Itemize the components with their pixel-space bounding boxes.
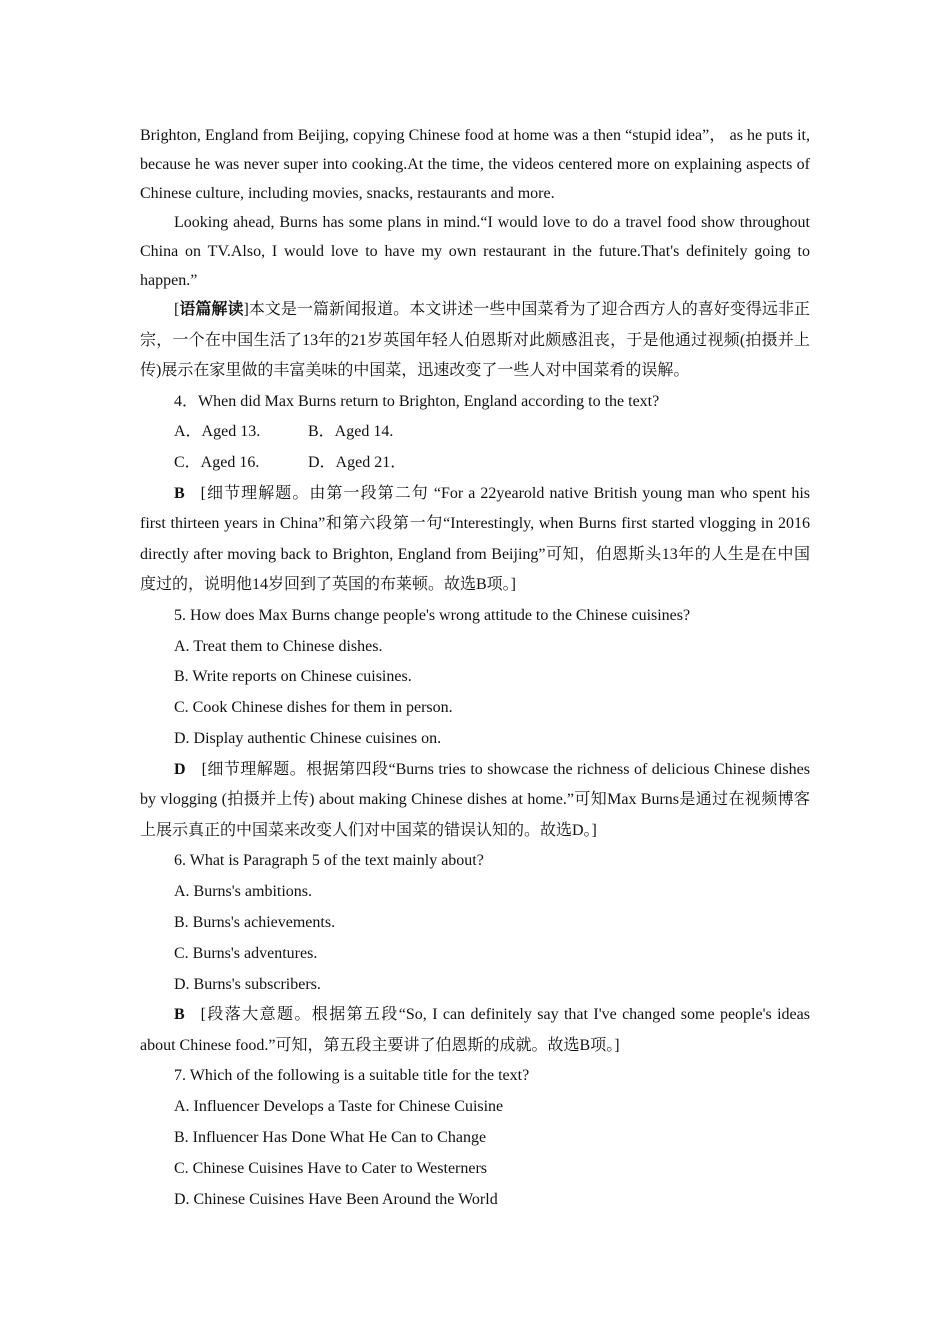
option-row: [140, 417, 810, 448]
option-b: B. Write reports on Chinese cuisines.: [174, 668, 412, 686]
explanation-text: [细节理解题。根据第四段“Burns tries to showcase the richness of delicious Chinese dishes by vlogging (拍摄并上传) about making Chinese dishes at home.”可知Max Burns是通过在视频博客上展示真正的中国菜来改变人们对中国菜的错误认知的。故选D。]: [140, 760, 810, 839]
option-a: A. Influencer Develops a Taste for Chinese Cuisine: [174, 1098, 504, 1116]
option-a: A. Treat them to Chinese dishes.: [174, 637, 383, 655]
passage-paragraph: Brighton, England from Beijing, copying Chinese food at home was a then “stupid idea”， as he puts it, because he was never super into cooking.At the time, the videos centered more on explaining aspects of Chinese culture, including movies, snacks, restaurants and more.: [140, 127, 810, 202]
option-b: B. Influencer Has Done What He Can to Change: [174, 1128, 487, 1146]
question-stem: 7. Which of the following is a suitable title for the text?: [174, 1067, 530, 1085]
option-d: D. Chinese Cuisines Have Been Around the World: [174, 1190, 498, 1208]
passage-analysis: [140, 295, 810, 387]
option-d: D. Display authentic Chinese cuisines on.: [174, 730, 442, 748]
document-page: [140, 121, 810, 1215]
passage-paragraph: Looking ahead, Burns has some plans in mind.“I would love to do a travel food show throughout China on TV.Also, I would love to have my own restaurant in the future.That's definitely going to happen.”: [140, 214, 810, 289]
analysis-label: 语篇解读: [179, 301, 244, 318]
option-b: B. Burns's achievements.: [174, 913, 336, 931]
answer-explanation: [140, 1000, 810, 1061]
option-c: C．Aged 16.: [174, 454, 260, 472]
question-stem: 5. How does Max Burns change people's wrong attitude to the Chinese cuisines?: [174, 606, 691, 624]
analysis-open-bracket: [: [174, 301, 180, 318]
answer-explanation: [140, 479, 810, 601]
option-c: C. Chinese Cuisines Have to Cater to Westerners: [174, 1159, 488, 1177]
option-c: C. Burns's adventures.: [174, 944, 318, 962]
answer-letter: B: [174, 1006, 185, 1024]
explanation-text: [段落大意题。根据第五段“So, I can definitely say that I've changed some people's ideas about Chinese food.”可知，第五段主要讲了伯恩斯的成就。故选B项。]: [140, 1006, 810, 1054]
option-c: C. Cook Chinese dishes for them in person.: [174, 699, 453, 717]
option-d: D. Burns's subscribers.: [174, 975, 321, 993]
option-a: A．Aged 13.: [174, 423, 261, 441]
option-b: B．Aged 14.: [308, 423, 394, 441]
explanation-text: [细节理解题。由第一段第二句 “For a 22yearold native British young man who spent his first thirteen years in China”和第六段第一句“Interestingly, when Burns first started vlogging in 2016 directly after moving back to Brighton, England from Beijing”可知，伯恩斯头13年的人生是在中国度过的，说明他14岁回到了英国的布莱顿。故选B项。]: [140, 484, 810, 594]
question-stem: 6. What is Paragraph 5 of the text mainly about?: [174, 852, 484, 870]
answer-letter: B: [174, 484, 185, 502]
option-row: [140, 448, 810, 479]
analysis-text: ]本文是一篇新闻报道。本文讲述一些中国菜肴为了迎合西方人的喜好变得远非正宗，一个在中国生活了13年的21岁英国年轻人伯恩斯对此颇感沮丧，于是他通过视频(拍摄并上传)展示在家里做的丰富美味的中国菜，迅速改变了一些人对中国菜肴的误解。: [140, 301, 810, 379]
answer-letter: D: [174, 760, 186, 778]
option-a: A. Burns's ambitions.: [174, 883, 312, 901]
answer-explanation: [140, 755, 810, 847]
option-d: D．Aged 21．: [308, 454, 407, 472]
question-stem: 4．When did Max Burns return to Brighton, England according to the text?: [174, 392, 660, 410]
